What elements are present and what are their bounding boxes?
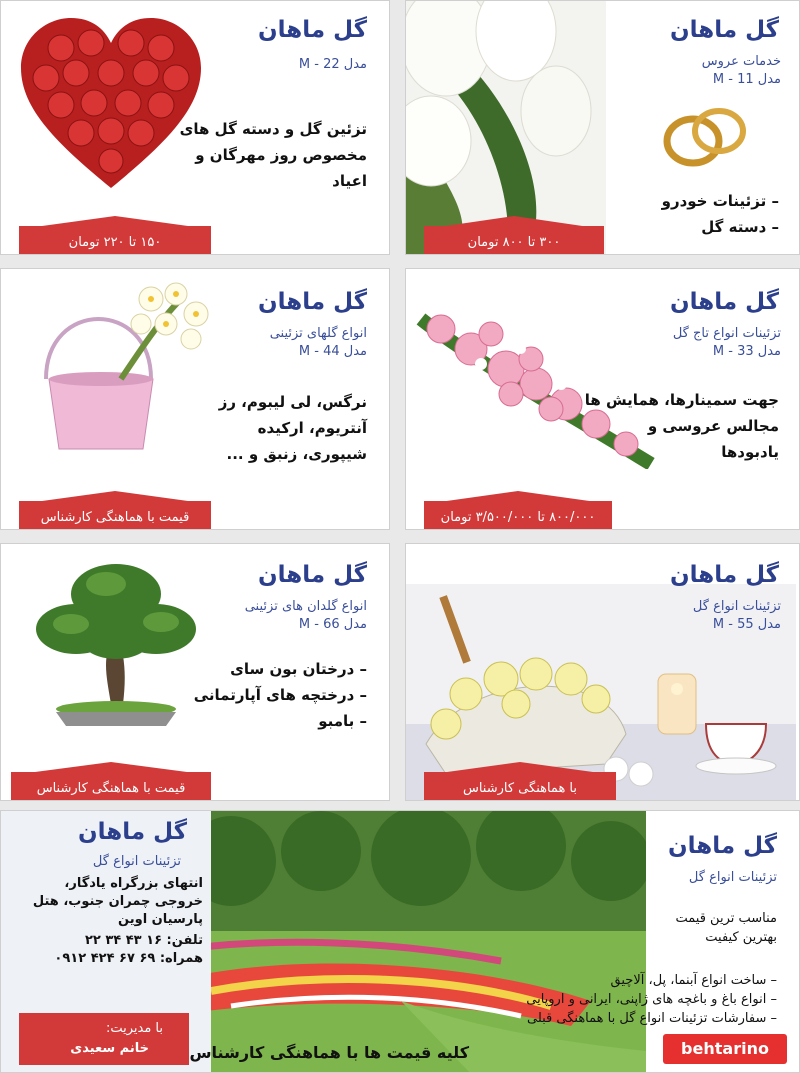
flower-bucket-image [31,279,231,459]
contact-mobile[interactable]: همراه: ۶۹ ۶۷ ۴۲۴ ۰۹۱۲ [54,951,203,966]
value-propositions: مناسب ترین قیمت بهترین کیفیت [675,911,777,945]
banner-title-right: گل ماهان [667,833,777,859]
card-description: تزئین گل و دسته گل های مخصوص روز مهرگان و اعیاد [179,120,367,190]
banner-subtitle-left: تزئینات انواع گل [92,854,181,869]
card-subtitle: تزئینات انواع گل [692,599,781,614]
card-title: گل ماهان [257,17,367,43]
price-text: ۳۰۰ تا ۸۰۰ تومان [467,235,561,250]
card-title: گل ماهان [669,289,779,315]
product-card-basket[interactable] [405,543,800,801]
price-text: ۸۰۰/۰۰۰ تا ۳/۵۰۰/۰۰۰ تومان [440,510,596,525]
card-model: مدل 66 - M [298,617,367,632]
card-title: گل ماهان [669,562,779,588]
contact-phone[interactable]: تلفن: ۱۶ ۴۳ ۳۴ ۲۲ [84,933,203,948]
price-text: قیمت با هماهنگی کارشناس [36,781,186,796]
rose-heart-image [16,13,206,193]
card-model: مدل 33 - M [712,344,781,359]
manager-label: با مدیریت: [105,1021,163,1036]
card-model: مدل 44 - M [298,344,367,359]
price-text: قیمت با هماهنگی کارشناس [40,510,190,525]
card-title: گل ماهان [669,17,779,43]
card-subtitle: خدمات عروس [701,54,781,69]
banner-title-left: گل ماهان [77,819,187,845]
product-card-bucket[interactable] [0,268,390,530]
product-card-bridal[interactable] [405,0,800,255]
price-tag [19,491,211,529]
card-subtitle: انواع گلدان های تزئینی [244,599,367,614]
card-description: جهت سمینارها، همایش ها مجالس عروسی و یادبودها [584,391,779,461]
card-description: نرگس، لی لیبوم، رز آنتریوم، ارکیده شیپوری، زنبق و ... [218,393,367,463]
product-card-bonsai[interactable] [0,543,390,801]
manager-name: خانم سعیدی [70,1041,149,1056]
price-tag [424,491,612,529]
card-subtitle: انواع گلهای تزئینی [269,326,367,341]
card-model: مدل 11 - M [712,72,781,87]
wedding-rings-icon [661,96,751,176]
product-card-heart[interactable] [0,0,390,255]
card-title: گل ماهان [257,289,367,315]
services-list: – ساخت انواع آبنما، پل، آلاچیق – انواع باغ و باغچه های ژاپنی، ایرانی و اروپایی – سفارشات تزئینات انواع گل با هماهنگی قبلی [526,973,777,1026]
footer-note: کلیه قیمت ها با هماهنگی کارشناس [189,1043,469,1062]
banner-subtitle-right: تزئینات انواع گل [688,870,777,885]
manager-badge [19,1013,189,1065]
price-tag [19,216,211,254]
price-tag [424,762,616,800]
price-text: ۱۵۰ تا ۲۲۰ تومان [68,235,162,250]
card-model: مدل 55 - M [712,617,781,632]
card-subtitle: تزئینات انواع تاج گل [672,326,781,341]
card-title: گل ماهان [257,562,367,588]
price-tag [424,216,604,254]
garden-banner[interactable] [0,810,800,1073]
contact-address: انتهای بزرگراه یادگار، خروجی چمران جنوب، هتل پارسیان اوین [32,876,203,927]
price-tag [11,762,211,800]
behtarino-logo: behtarino [663,1034,787,1064]
product-card-wreath[interactable] [405,268,800,530]
card-description: – درختان بون سای – درختچه های آپارتمانی – بامبو [193,660,367,730]
bonsai-tree-image [31,554,201,734]
card-model: مدل 22 - M [298,57,367,72]
card-description: – تزئینات خودرو – دسته گل [661,192,779,236]
price-text: با هماهنگی کارشناس [462,781,578,796]
garden-photo [171,811,646,1073]
